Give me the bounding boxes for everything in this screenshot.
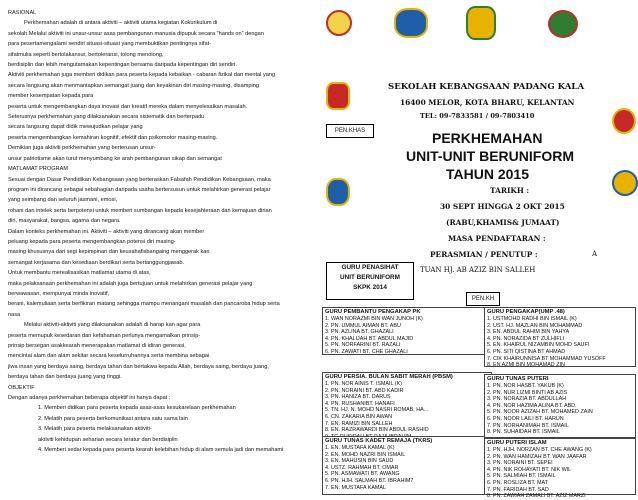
text-line: mencintai alam dan alam sekitar secara keselurruhannya serta membina sebagai: [8, 353, 210, 360]
masa-pendaftaran: MASA PENDAFTARAN :: [448, 234, 546, 243]
list-item: 7. PN. NORHANIMAH BT. ISMAIL: [487, 422, 569, 429]
school-tel: TEL: 09-7833581 / 09-7803410: [420, 112, 535, 120]
text-line: masing khususnya dari segi kepimpinan dan keusahafisbangaing menggerak kan: [8, 249, 210, 256]
list-item: 2. PN. NORAINI BT. ABD KADIR: [325, 387, 404, 394]
text-line: 4. Memberi sedar kepada para peserta kearah kelebihan hidup di alam semula jadi dan memahami: [38, 447, 284, 454]
list-item: 5. TN. HJ. N. MOHD NASRI ROMAB, HA...: [325, 407, 429, 414]
list-item: 1. EN. MUSTAFA KAMAL (K): [325, 445, 395, 451]
list-item: 1. PN. HJH. NORZAN BT. CHE AWANG (K): [487, 447, 592, 453]
text-line: berdisiplin dan lebih mengutamakan kepentingan bersama daripada kepentingan diri sendiri.: [8, 62, 237, 69]
panel-heading: GURU PERSIA. BULAN SABIT MERAH (PBSM): [325, 374, 453, 380]
logo-mid-right: [612, 108, 636, 134]
list-item: 6. PN. ZAWATI BT. CHE GHAZALI: [325, 348, 408, 355]
list-item: 3. EN. ABDUL RAHIM BIN YAHYA: [487, 329, 570, 336]
school-address: 16400 MELOR, KOTA BHARU, KELANTAN: [400, 98, 575, 107]
text-line: Sesuai dengan Dasar Pendidikan Kebangsaan yang berteraskan Falsafah Pendidikan Kebangsaan, maka: [8, 176, 271, 183]
list-item: 1. PN. NOR AINIS T. ISMAIL (K): [325, 381, 402, 387]
text-line: berwawasan, mempunyai minda inovatif,: [8, 290, 110, 297]
list-item: 3. PN. HANIZA BT. DARUS: [325, 394, 391, 401]
text-line: nasa: [8, 311, 21, 318]
panel-heading: GURU PUTERI ISLAM: [487, 440, 547, 446]
list-item: 6. PN. NOOR LAILI BT. HARUN: [487, 415, 564, 422]
text-line: sifatmulia seperti bertolakansur, bertoleransi, tolong menolong,: [8, 51, 164, 58]
text-line: prinsip bersegan asakkearah menerapakan matlamat di idiran generasi,: [8, 343, 186, 349]
list-item: 3. PN. NORAZIA BT. ABDULLAH: [487, 396, 567, 403]
list-item: 3. EN. MAHUSIN BIN SAUD: [325, 458, 394, 465]
text-line: Aktiviti perkhemahan juga memberi didikan para peserta kepada kebaikan - cabaran fizikal dan mental yang: [8, 72, 276, 79]
guru-penasihat-box: [326, 262, 414, 300]
penkhas-box: PEN.KHAS: [326, 124, 374, 138]
list-item: 2. UST. HJ. MAZLAN BIN MOHAMMAD: [487, 322, 583, 329]
list-item: 6. PN. HJH. SALMAH BT. IBRAHIM7: [325, 477, 414, 484]
perasmian-label: PERASMIAN / PENUTUP :: [430, 250, 538, 259]
text-line: rohani dan intelek serta berpotensi untuk memberi sumbangan kepada kesejahteraan dan kemajuan dirian: [8, 207, 272, 214]
list-item: 2. PN. UMMUL AIMAN BT. ABU: [325, 322, 401, 329]
hari: (RABU,KHAMIS& JUMAAT): [446, 218, 560, 227]
guru-penasihat-line-2: UNIT BERUNIFORM: [340, 274, 400, 281]
text-line: Demikian juga aktiviti perkhemahan yang berterusan unsur-: [8, 145, 156, 152]
text-line: sekolah.Melalui aktiviti ini unsur-unsur asas pembangunan manusia dipupuk secara "hands on" dengan: [8, 30, 264, 37]
list-item: 5. PN. NOOR AZIZAH BT. MOHAMED ZAIN: [487, 409, 593, 416]
tarikh-label: TARIKH :: [490, 186, 530, 195]
list-item: 4. PN. NORAZIDA BT ZULHIFLI: [487, 335, 565, 342]
panel-puteri-islam: [484, 438, 636, 500]
text-line: OBJEKTIF: [8, 384, 35, 391]
text-line: para pesertamengalami sendiri situasi-situasi yang membuktikan pentingnya sifat-: [8, 41, 212, 48]
logo-mid-left2: [326, 178, 350, 206]
list-item: 5. PN. SALMIAH BT. ISMAIL: [487, 473, 556, 480]
text-line: jiwa insan yang berdaya saing, berdaya tahan dan bertakwa kepada Allah, berdaya saing, berdaya juang,: [8, 363, 269, 370]
list-item: 4. PN. NIK ROHAYATI BT. NIK WIL: [487, 466, 572, 473]
panel-heading: GURU PENGAKAP(UMP .48): [487, 309, 565, 315]
member-list: [323, 381, 491, 440]
guest-name: TUAN HJ. AB AZIZ BIN SALLEH: [420, 266, 536, 274]
text-line: berdaya tahan dan berdaya juang yang tinggi.: [8, 374, 122, 381]
guru-penasihat-line-3: SKPK 2014: [353, 284, 387, 291]
text-line: RASIONAL: [8, 10, 37, 16]
list-item: 4. PN. KHALIJAH BT. ABDUL MAJID: [325, 335, 414, 342]
list-item: 8. EN AZMI BIN MOHAMAD ZIN: [487, 362, 565, 369]
member-list: [323, 316, 491, 356]
list-item: 1. PN. NOR HASBT. YAKUB (K): [487, 383, 564, 389]
list-item: 4. USTZ. RAHMAH BT. OMAR: [325, 464, 399, 471]
rationale-text: [8, 8, 312, 488]
list-item: 4. PN. RUSHANIBT. HANAFI: [325, 400, 395, 407]
text-line: 1. Memberi didikan para peserta kepada asas-asas kesukarelaan perkhemahan: [38, 405, 236, 412]
text-line: peserta mengembangkan kemahiran kognitif, efektif dan psikomotor masing-masing.: [8, 134, 218, 141]
text-line: MATLAMAT PROGRAM: [8, 166, 68, 173]
text-line: 3. Melatih para peserta melaksanakan aktiviti-: [38, 426, 152, 433]
text-line: program ini dirancang sebagai sebahagian daripada usaha bertersusun untuk melahirkan generasi pelajar: [8, 186, 271, 193]
list-item: 3. PN. AZLINA BT. GHAZALI: [325, 329, 394, 336]
logo-mid-left: [326, 82, 350, 110]
text-line: secara langsung dapat didik mewujudkan pelajar yang: [8, 124, 143, 131]
logo-top-mid: [394, 8, 428, 38]
tarikh-value: 30 SEPT HINGGA 2 OKT 2015: [440, 202, 565, 211]
logo-top-mid2: [466, 6, 496, 40]
list-item: 5. EN. KHAIRUL NIZAMBIN MOHD SAUFI: [487, 342, 590, 349]
panel-heading: GURU TUNAS PUTERI: [487, 376, 549, 382]
panel-pengakap: [484, 307, 636, 367]
list-item: 6. PN. ROSLIZA BT. MAT: [487, 479, 549, 486]
text-line: secara langsung akan menmantapkan semangat juang dan keyakinan diri masing-masing, disamping: [8, 82, 259, 89]
list-item: 7. EN. MUSTAFA KAMAL: [325, 484, 387, 491]
text-line: yang seimbang dan seluruh jasmani, emosi,: [8, 197, 118, 204]
text-line: peluang kepada para peserta mengembangkan potensi diri masing-: [8, 238, 176, 245]
perasmian-suffix: A: [592, 250, 598, 258]
text-line: Untuk membantu merealisasikan matlamat utama di atas,: [8, 270, 151, 277]
text-line: berani, kalemuliaan serta berfikiran matang sehingga mampu menangani masalah dan pancaroba hidup serta: [8, 301, 280, 308]
text-line: Perkhemahan adalah di antara aktiviti – aktiviti utama kegiatan Kokurikulum di: [24, 20, 218, 27]
member-list: [485, 383, 635, 436]
logo-mid-right2: [612, 170, 638, 196]
title-line-1: PERKHEMAHAN: [432, 130, 543, 146]
panel-tunas-puteri: [484, 374, 636, 438]
text-line: peserta memupuk kesedaran dan kefahaman perlunya mengamalkan prinsip-: [8, 332, 201, 339]
text-line: semangat kerjasama dan kesediaan berdikari serta bertanggungjawab.: [8, 259, 185, 266]
title-line-3: TAHUN 2015: [446, 166, 529, 182]
text-line: maka pelaksanaan perkhemahan ini adalah juga bertujuan untuk melahirkan generasi pelajar yang: [8, 280, 253, 287]
logo-top-left: [326, 10, 352, 36]
guru-penasihat-line-1: GURU PENASIHAT: [341, 264, 399, 271]
list-item: 2. PN. NUR LIZMI BINTI AB AZIS: [487, 389, 568, 396]
text-line: unsur patriotisme akan turut menyumbang ke arah pembangunan sikap dan semangat: [8, 155, 222, 162]
text-line: member kesempatan kepada para: [8, 93, 94, 100]
list-item: 8. PN. SUHAIDAH BT. ISMAIL: [487, 429, 560, 436]
panel-heading: GURU TUNAS KADET REMAJA (TKRS): [325, 438, 433, 444]
text-line: 2. Melatih para peserta berkomunikasi antara satu sama lain: [38, 415, 188, 422]
list-item: 4. PN. NOR HAZIMA ALINA BT. ABD.: [487, 402, 577, 409]
list-item: 5. PN. NORFARINI BT. RAZALI: [325, 342, 401, 349]
list-item: 1. USTMOHD RADHI BIN ISMAIL (K): [487, 316, 577, 322]
list-item: 8. EN. RAZRAWARDI BIN ABDUL RASHID: [325, 427, 429, 434]
panel-pembantu-pengakap: [322, 307, 492, 355]
list-item: 1. WAN NORAZMI BIN WAN JUNOH (K): [325, 316, 423, 322]
text-line: Seterusnya perkhemahan yang dilaksanakan secara sistematik dan berterpadu: [8, 114, 205, 121]
text-line: peserta untuk mengembangkan daya inovasi dan kreatif mereka dalam menyelesaikan masalah.: [8, 103, 248, 110]
text-line: Dalam konteks perkhemahan ini. Aktiviti – aktiviti yang dirancang akan member: [8, 228, 205, 235]
school-name: SEKOLAH KEBANGSAAN PADANG KALA: [388, 82, 585, 92]
list-item: 6. PN. SITI QISTINA BT AHMAD: [487, 348, 566, 355]
list-item: 7. PN. FARIDAH BT. SAD: [487, 486, 549, 493]
text-line: aktiviti kehidupan seharian secara teratur dan berdisiplin: [38, 436, 178, 443]
panel-heading: GURU PEMBANTU PENGAKAP PK: [325, 309, 421, 315]
text-line: Dengan adanya perkhemahan beberapa objektif ini hanya dapat :: [8, 395, 171, 402]
list-item: 7. EN. RAMIZI BIN SALLEH: [325, 420, 393, 427]
list-item: 6. CN. ZAKARIA BIN AWAN: [325, 413, 392, 420]
member-list: [323, 445, 491, 491]
text-line: diri, masyarakat, bangsa, agama dan negara.: [8, 218, 121, 225]
list-item: 7. CIK KHAIRUNNISA BT MOHAMMAD YUSOFF: [487, 355, 606, 362]
penkh-box: PEN.KH: [466, 292, 500, 306]
member-list: [485, 447, 635, 500]
text-line: Melalui aktiviti-aktiviti yang dilaksanakan adalah di harap kan agar para: [24, 322, 201, 329]
member-list: [485, 316, 635, 369]
list-item: 2. EN. MOHD NAZRI BIN ISMAIL: [325, 451, 406, 458]
list-item: 5. PN. ASMAWATI BT. AWANG: [325, 471, 400, 478]
list-item: 2. PN. WAN HAMIZAH BT. WAN JAAFAR: [487, 453, 587, 460]
list-item: 3. PN. NORAINI BT. SEPEI: [487, 460, 553, 467]
list-item: 8. PN. ZAWIAH ZAMALI BT. AZIZ MARZI: [487, 493, 586, 500]
title-line-2: UNIT-UNIT BERUNIFORM: [406, 148, 574, 164]
panel-tkrs: [322, 436, 492, 495]
logo-top-right: [548, 10, 578, 38]
